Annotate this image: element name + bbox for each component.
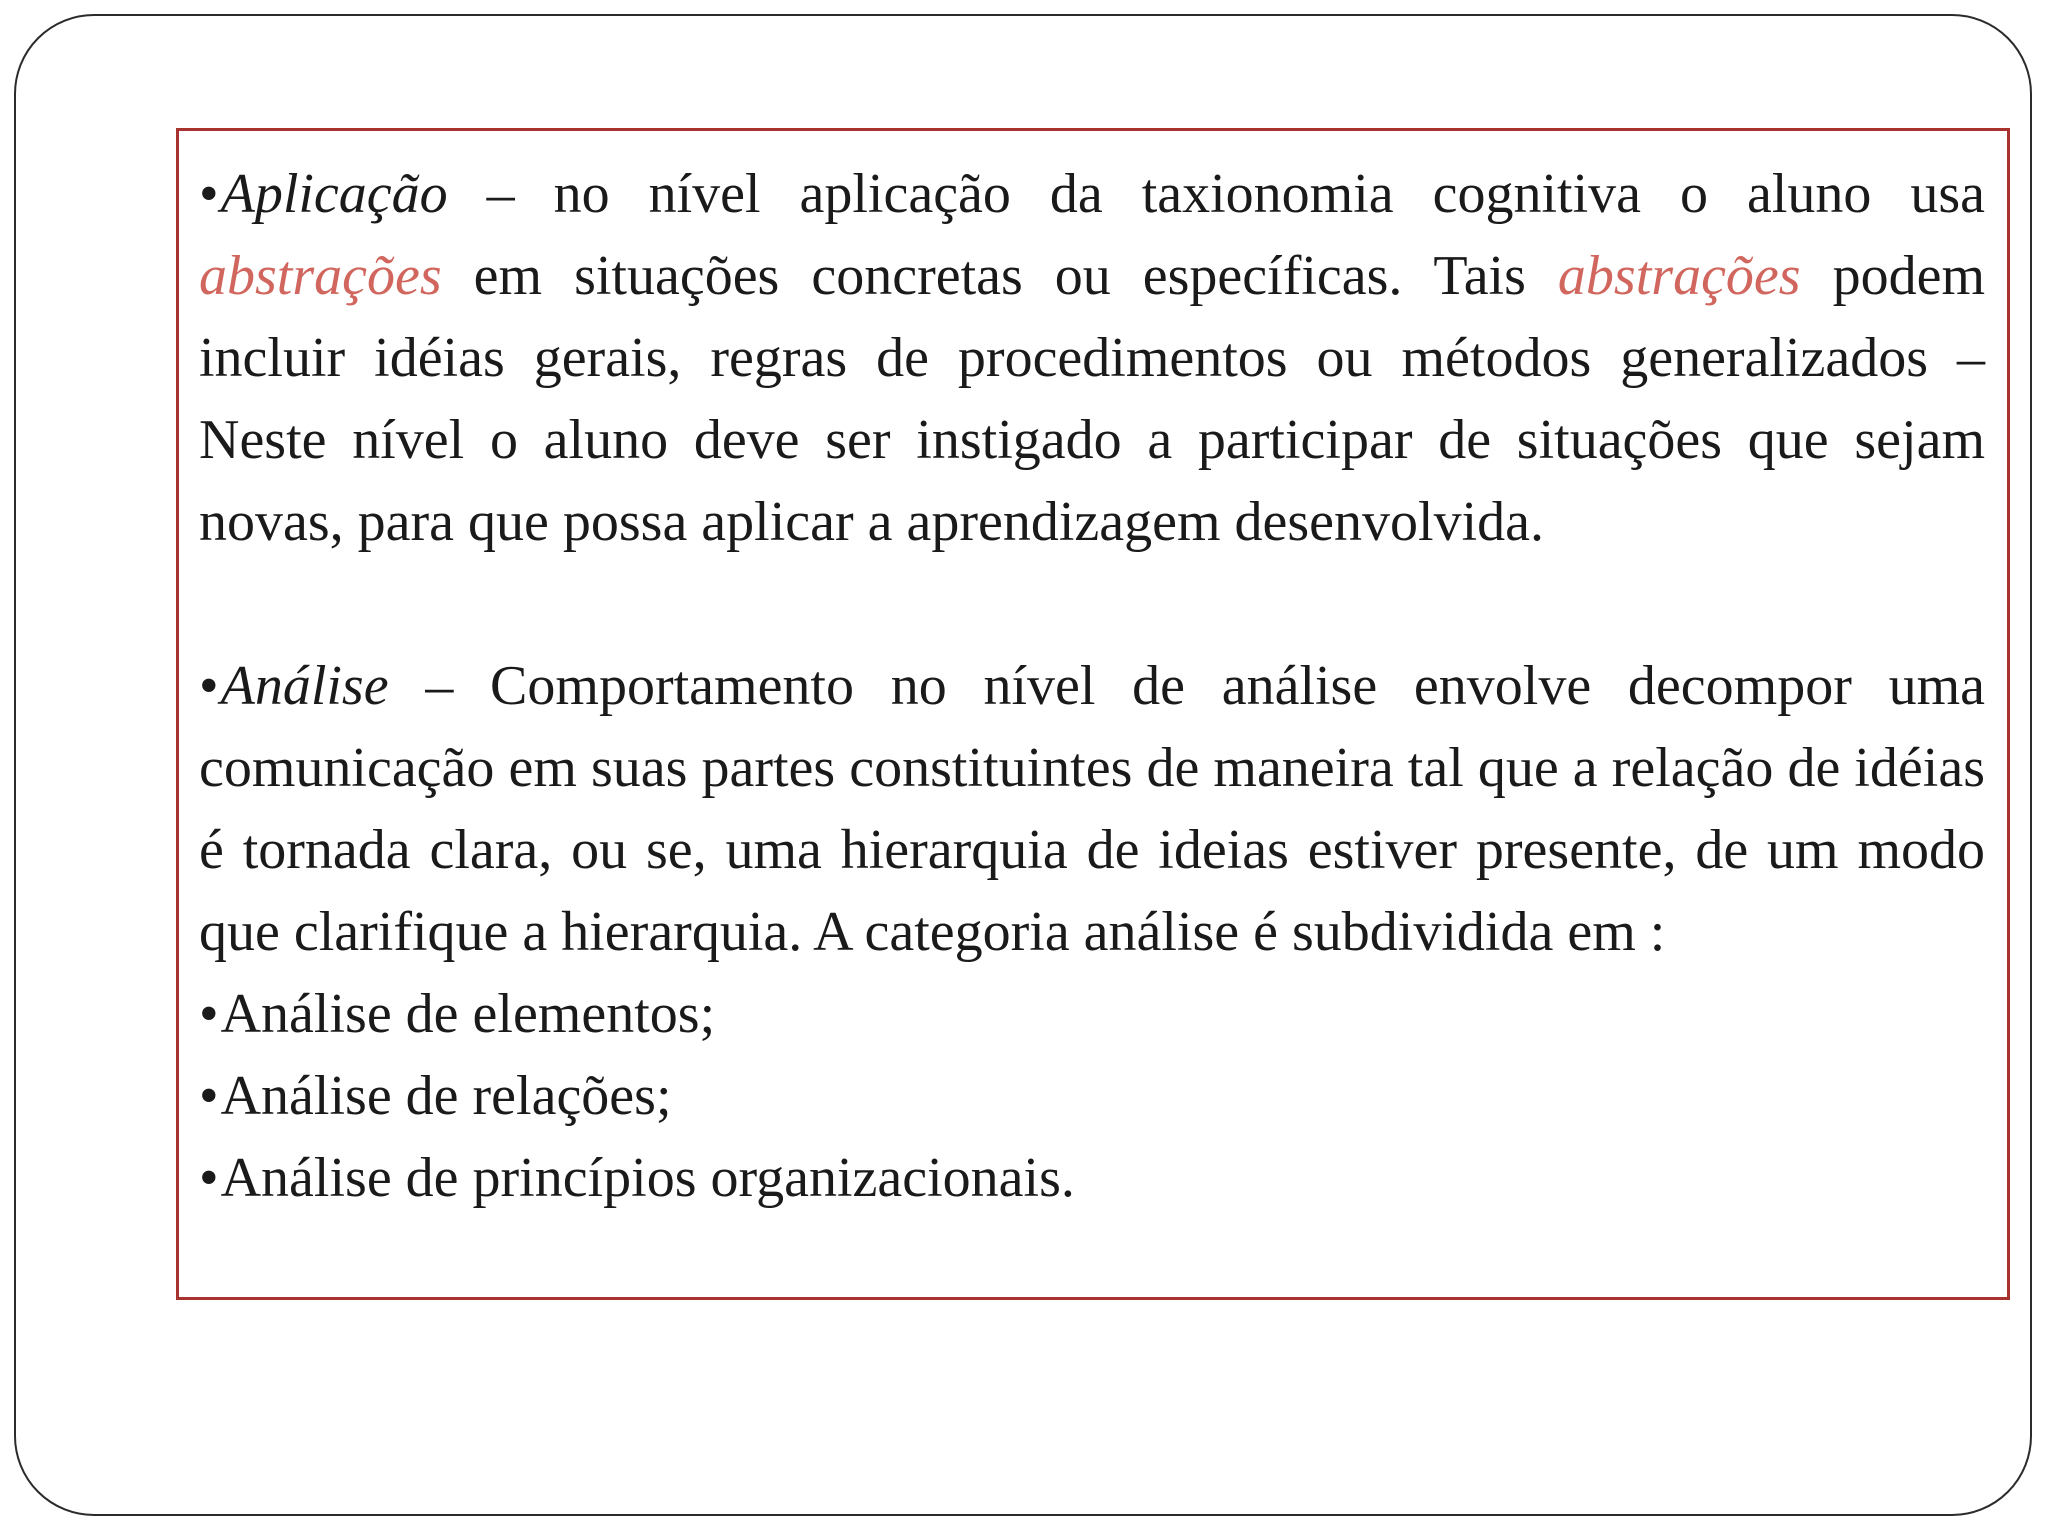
highlight-abstracoes-1: abstrações <box>199 245 442 307</box>
bullet-mark: • <box>199 163 219 225</box>
paragraph-aplicacao-text-3: podem incluir idéias gerais, regras de procedimentos ou métodos generalizados – Neste nível o aluno deve ser instigado a participar de situações que sejam novas, para que possa aplicar a aprendizagem desenvolvida. <box>199 245 1985 553</box>
term-analise: Análise <box>220 655 389 717</box>
highlight-abstracoes-2: abstrações <box>1557 245 1801 307</box>
paragraph-aplicacao <box>199 153 1985 563</box>
subitem-principios <box>199 1137 1985 1219</box>
term-aplicacao: Aplicação <box>220 163 448 225</box>
bullet-mark: • <box>199 1065 219 1127</box>
subitem-elementos <box>199 973 1985 1055</box>
subitem-label: Análise de relações; <box>220 1065 672 1127</box>
subitem-relacoes <box>199 1055 1985 1137</box>
paragraph-aplicacao-text-2: em situações concretas ou específicas. Tais <box>441 245 1558 307</box>
paragraph-analise-text: – Comportamento no nível de análise envolve decompor uma comunicação em suas partes constituintes de maneira tal que a relação de idéias é tornada clara, ou se, uma hierarquia de ideias estiver presente, de um modo que clarifique a hierarquia. A categoria análise é subdividida em : <box>199 655 1985 963</box>
paragraph-aplicacao-text-1: – no nível aplicação da taxionomia cognitiva o aluno usa <box>447 163 1985 225</box>
bullet-mark: • <box>199 983 219 1045</box>
bullet-mark: • <box>199 1147 219 1209</box>
paragraph-spacer <box>199 563 1985 645</box>
content-box <box>176 128 2010 1300</box>
subitem-label: Análise de elementos; <box>220 983 716 1045</box>
paragraph-analise <box>199 645 1985 973</box>
slide-frame <box>14 14 2032 1516</box>
subitem-label: Análise de princípios organizacionais. <box>220 1147 1075 1209</box>
bullet-mark: • <box>199 655 219 717</box>
